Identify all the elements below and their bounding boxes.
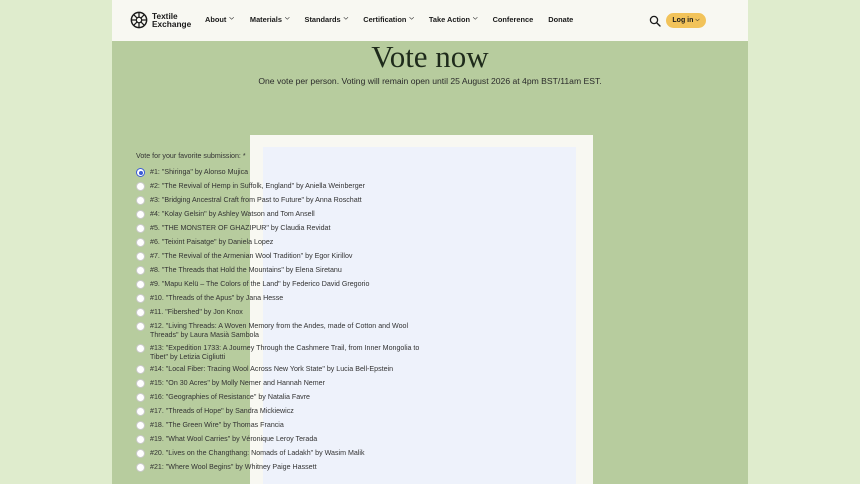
vote-option-label: #16: "Geographies of Resistance" by Natalia Favre (150, 393, 311, 401)
vote-option[interactable] (136, 308, 432, 317)
vote-option[interactable] (136, 365, 432, 374)
vote-option[interactable] (136, 182, 432, 191)
vote-option[interactable] (136, 344, 432, 361)
vote-option-label: #17. "Threads of Hope" by Sandra Mickiewicz (150, 407, 294, 415)
vote-option-radio[interactable] (136, 379, 145, 388)
vote-option[interactable] (136, 379, 432, 388)
nav-item-donate[interactable] (548, 15, 573, 24)
vote-option-radio[interactable] (136, 294, 145, 303)
vote-option-radio[interactable] (136, 308, 145, 317)
vote-option-label: #14: "Local Fiber: Tracing Wool Across New York State" by Lucia Bell-Epstein (150, 365, 394, 373)
nav-item-label: Standards (304, 15, 341, 24)
vote-option-radio[interactable] (136, 196, 145, 205)
nav-item-label: Donate (548, 15, 574, 24)
brand-name (152, 12, 191, 29)
vote-option-label: #15: "On 30 Acres" by Molly Nemer and Hannah Nemer (150, 379, 325, 387)
chevron-down-icon: ⌵ (473, 15, 478, 22)
brand-logo[interactable] (130, 11, 191, 29)
nav-item-materials[interactable] (250, 15, 290, 24)
vote-option-radio[interactable] (136, 449, 145, 458)
nav-item-take-action[interactable] (429, 15, 478, 24)
vote-option[interactable] (136, 294, 432, 303)
vote-option-label: #18. "The Green Wire" by Thomas Francia (150, 421, 284, 429)
nav-item-label: About (205, 15, 227, 24)
vote-option-label: #3: "Bridging Ancestral Craft from Past to Future" by Anna Roschatt (150, 196, 362, 204)
vote-option-label: #11. "Fibershed" by Jon Knox (150, 308, 243, 316)
nav-item-label: Conference (492, 15, 534, 24)
vote-option-label: #2: "The Revival of Hemp in Suffolk, England" by Aniella Weinberger (150, 182, 365, 190)
vote-option-radio[interactable] (136, 421, 145, 430)
nav-item-label: Take Action (428, 15, 470, 24)
vote-option[interactable] (136, 224, 432, 233)
vote-option-label: #10. "Threads of the Apus" by Jana Hesse (150, 294, 284, 302)
vote-option-radio[interactable] (136, 252, 145, 261)
vote-option-radio[interactable] (136, 238, 145, 247)
vote-option-label: #21: "Where Wool Begins" by Whitney Paige Hassett (150, 463, 317, 471)
vote-question-label: Vote for your favorite submission: * (136, 152, 246, 160)
chevron-down-icon: ⌵ (695, 17, 700, 23)
vote-option-label: #1: "Shiringa" by Alonso Mujica (150, 168, 249, 176)
vote-option[interactable] (136, 196, 432, 205)
vote-option-radio[interactable] (136, 407, 145, 416)
nav-item-certification[interactable] (363, 15, 414, 24)
vote-option[interactable] (136, 393, 432, 402)
page-subtitle: One vote per person. Voting will remain open until 25 August 2026 at 4pm BST/11am EST. (258, 76, 602, 86)
vote-option-radio[interactable] (136, 168, 145, 177)
vote-option[interactable] (136, 322, 432, 339)
search-icon[interactable] (649, 15, 661, 27)
page (112, 0, 748, 484)
vote-option-label: #12. "Living Threads: A Woven Memory from the Andes, made of Cotton and Wool Threads" by Laura Masià Sambola (150, 322, 409, 339)
vote-option[interactable] (136, 407, 432, 416)
vote-option[interactable] (136, 463, 432, 472)
nav-item-standards[interactable] (305, 15, 349, 24)
vote-option-radio[interactable] (136, 463, 145, 472)
brand-name-line1: Textile (152, 10, 178, 21)
page-title: Vote now (371, 39, 489, 74)
login-label: Log in (672, 17, 694, 24)
vote-option-radio[interactable] (136, 224, 145, 233)
vote-option[interactable] (136, 435, 432, 444)
vote-option[interactable] (136, 210, 432, 219)
vote-option-label: #6. "Teixint Paisatge" by Daniela Lopez (150, 238, 274, 246)
vote-option-radio[interactable] (136, 280, 145, 289)
vote-option-label: #4: "Kolay Gelsin" by Ashley Watson and Tom Ansell (150, 210, 315, 218)
vote-option[interactable] (136, 168, 432, 177)
vote-option-label: #19. "What Wool Carries" by Véronique Leroy Terada (150, 435, 318, 443)
chevron-down-icon: ⌵ (343, 15, 349, 22)
vote-option-label: #5. "THE MONSTER OF GHAZIPUR" by Claudia Revidat (150, 224, 331, 232)
nav-item-label: Certification (363, 15, 407, 24)
main-nav (205, 15, 573, 24)
vote-option[interactable] (136, 252, 432, 261)
vote-option-radio[interactable] (136, 435, 145, 444)
chevron-down-icon: ⌵ (409, 15, 414, 22)
nav-item-conference[interactable] (493, 15, 534, 24)
vote-option[interactable] (136, 266, 432, 275)
top-navbar (112, 0, 748, 41)
vote-option-label: #20. "Lives on the Changthang: Nomads of Ladakh" by Wasim Malik (150, 449, 365, 457)
vote-option-radio[interactable] (136, 365, 145, 374)
vote-option[interactable] (136, 238, 432, 247)
vote-option-label: #7. "The Revival of the Armenian Wool Tradition" by Egor Kirillov (150, 252, 353, 260)
vote-option-label: #8. "The Threads that Hold the Mountains" by Elena Siretanu (150, 266, 342, 274)
chevron-down-icon: ⌵ (229, 15, 234, 22)
vote-option[interactable] (136, 421, 432, 430)
vote-option[interactable] (136, 280, 432, 289)
login-button[interactable] (666, 13, 706, 28)
vote-option-radio[interactable] (136, 210, 145, 219)
vote-option[interactable] (136, 449, 432, 458)
vote-option-label: #13: "Expedition 1733: A Journey Through the Cashmere Trail, from Inner Mongolia to Tibet" by Letizia Cigliutti (150, 344, 420, 361)
vote-option-radio[interactable] (136, 344, 145, 353)
logo-mark-icon (130, 11, 148, 29)
chevron-down-icon: ⌵ (284, 15, 290, 22)
nav-item-label: Materials (249, 15, 282, 24)
vote-option-label: #9. "Mapu Kelü – The Colors of the Land" by Federico David Gregorio (150, 280, 370, 288)
vote-option-radio[interactable] (136, 182, 145, 191)
vote-option-radio[interactable] (136, 393, 145, 402)
brand-name-line2: Exchange (152, 19, 192, 29)
vote-option-radio[interactable] (136, 322, 145, 331)
vote-option-radio[interactable] (136, 266, 145, 275)
nav-item-about[interactable] (205, 15, 234, 24)
